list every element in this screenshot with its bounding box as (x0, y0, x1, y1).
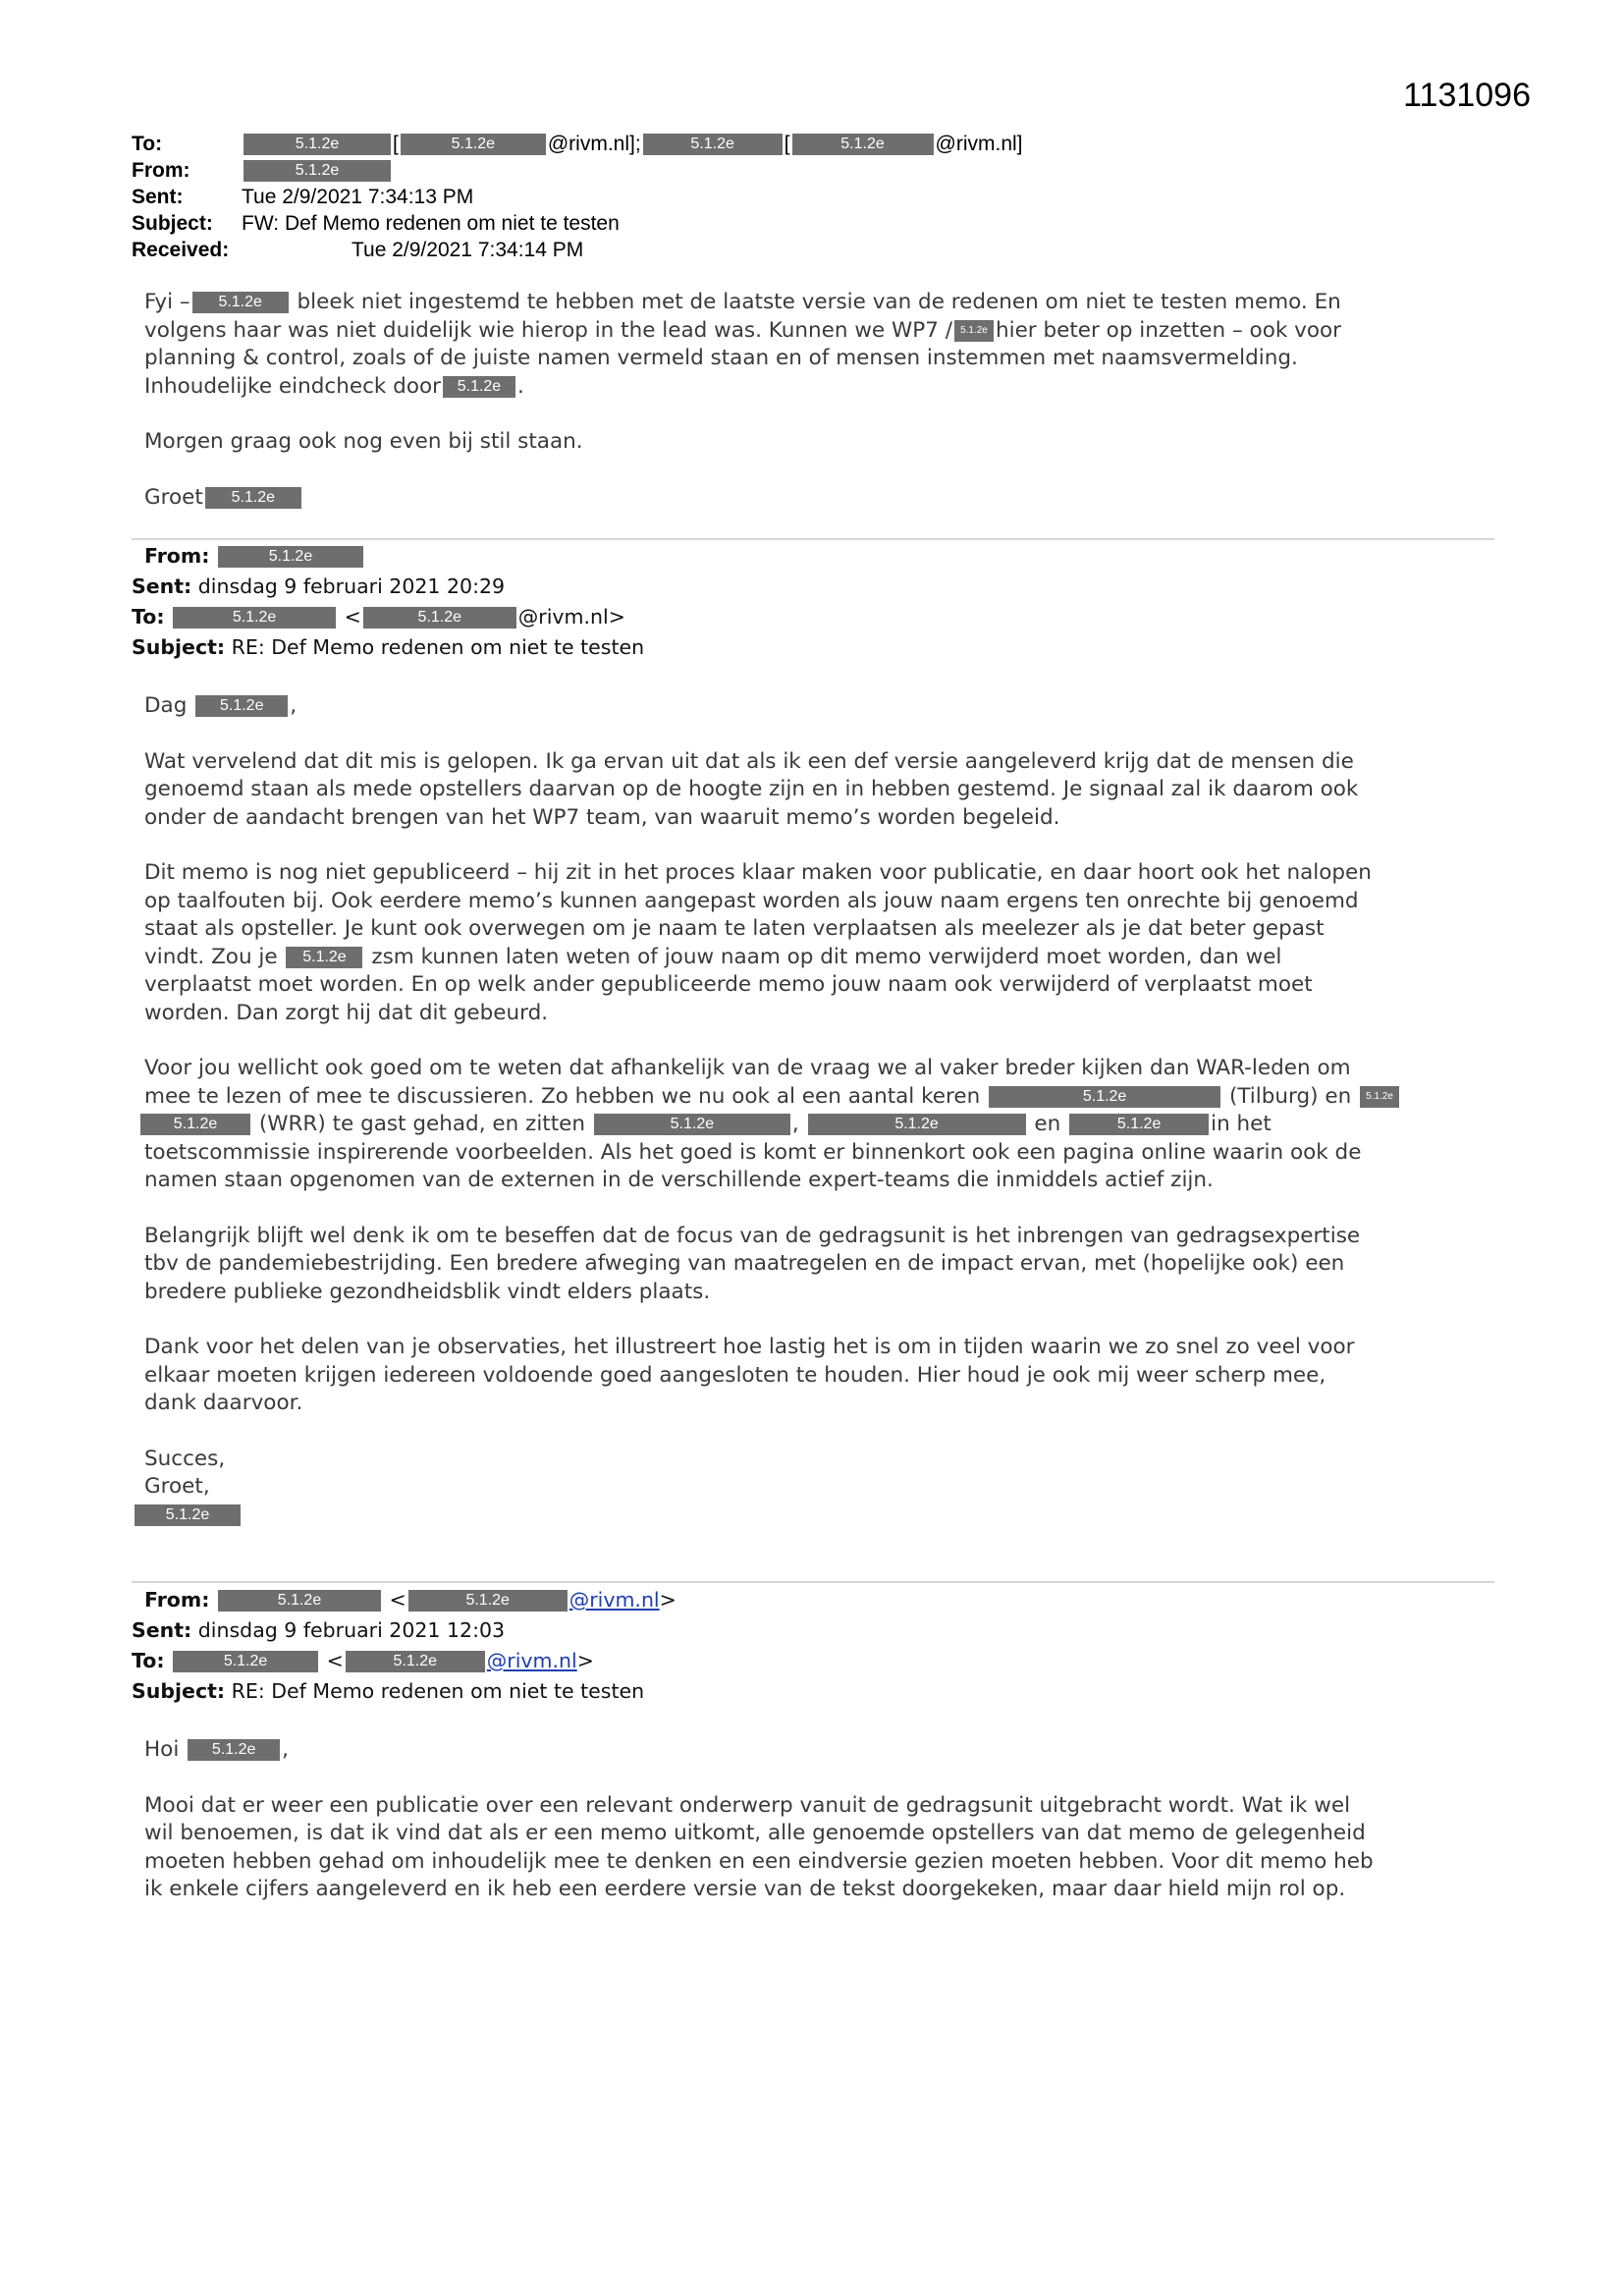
divider (132, 1581, 1494, 1583)
redaction: 5.1.2e (401, 134, 546, 155)
paragraph: Mooi dat er weer een publicatie over een relevant onderwerp vanuit de gedragsunit uitgebracht wordt. Wat ik wel wil benoemen, is dat ik vind dat als er een memo uitkomt, alle genoemde opstellers van dat memo de gelegenheid moeten hebben gehad om inhoudelijk mee te denken en een eindversie gezien moeten hebben. Voor dit memo heb ik enkele cijfers aangeleverd en ik heb een eerdere versie van de tekst doorgekeken, maar daar hield mijn rol op. (144, 1792, 1374, 1901)
redaction: 5.1.2e (808, 1114, 1026, 1135)
redaction: 5.1.2e (989, 1086, 1220, 1108)
header-from-row (132, 157, 1023, 184)
subject-value: FW: Def Memo redenen om niet te testen (242, 212, 620, 235)
redaction: 5.1.2e (363, 607, 516, 629)
paragraph: Belangrijk blijft wel denk ik om te beseffen dat de focus van de gedragsunit is het inbrengen van gedragsexpertise tbv de pandemiebestrijding. Een bredere afweging van maatregelen en de impact ervan, met (hopelijke ook) een bredere publieke gezondheidsblik vindt elders plaats. (144, 1223, 1361, 1304)
redaction: 5.1.2e (173, 607, 336, 629)
redaction: 5.1.2e (135, 1504, 241, 1526)
redaction: 5.1.2e (408, 1590, 568, 1612)
greeting: Groet 5.1.2e (144, 484, 1494, 513)
sent-label: Sent: (132, 186, 184, 208)
email-header (132, 131, 1023, 263)
paragraph: Morgen graag ook nog even bij stil staan. (144, 429, 583, 454)
email-domain: @rivm.nl]; (547, 133, 641, 155)
subject-label: Subject: (132, 212, 213, 235)
redaction: 5.1.2e (244, 160, 391, 182)
header-sent-row (132, 184, 1023, 210)
sent-value: Tue 2/9/2021 7:34:13 PM (242, 186, 474, 208)
header-subject-row (132, 210, 1023, 237)
redaction: 5.1.2e (594, 1114, 790, 1135)
redaction: 5.1.2e (195, 695, 288, 717)
email-domain: @rivm.nl] (935, 133, 1023, 155)
redaction: 5.1.2e (188, 1739, 280, 1761)
divider (132, 538, 1494, 540)
redaction: 5.1.2e (244, 134, 391, 155)
redaction: 5.1.2e (346, 1651, 485, 1672)
header-to-row: To: 5.1.2e [ 5.1.2e @rivm.nl]; 5.1.2e [ 5.1.2e @rivm.nl] (132, 133, 1023, 155)
paragraph: Fyi – 5.1.2e bleek niet ingestemd te hebben met de laatste versie van de redenen om niet te testen memo. En volgens haar was niet duidelijk wie hierop in the lead was. Kunnen we WP7 / 5.1.2e hier beter op inzetten – ook voor planning & control, zoals of de juiste namen vermeld staan en of mensen instemmen met naamsvermelding. Inhoudelijke eindcheck door 5.1.2e . (144, 290, 1342, 399)
received-label: Received: (132, 239, 230, 261)
email-1-body (144, 289, 1494, 539)
redaction: 5.1.2e (205, 487, 301, 509)
email-2-body (144, 692, 1494, 1529)
redaction: 5.1.2e (218, 1590, 381, 1612)
header-received-row (132, 237, 1023, 263)
redaction: 5.1.2e (140, 1114, 250, 1135)
paragraph: Wat vervelend dat dit mis is gelopen. Ik ga ervan uit dat als ik een def versie aangeleverd krijg dat de mensen die genoemd staan als mede opstellers daarvan op de hoogte zijn en in hebben gestemd. Je signaal zal ik daarom ook onder de aandacht brengen van het WP7 team, van waaruit memo’s worden begeleid. (144, 748, 1359, 830)
salutation: Hoi 5.1.2e , (144, 1737, 289, 1762)
email-3-body (144, 1736, 1494, 1932)
paragraph: Dank voor het delen van je observaties, het illustreert hoe lastig het is om in tijden waarin we zo snel zo veel voor elkaar moeten krijgen iedereen voldoende goed aangesloten te houden. Hier houd je ook mij weer scherp mee, dank daarvoor. (144, 1335, 1355, 1415)
email-link[interactable]: @rivm.nl (568, 1588, 660, 1612)
document-number: 1131096 (1403, 77, 1531, 114)
email-2-meta: From: 5.1.2e Sent: dinsdag 9 februari 2021 20:29 To: 5.1.2e < 5.1.2e @rivm.nl> Subject: RE: Def Memo redenen om niet te testen (132, 544, 645, 659)
redaction: 5.1.2e (792, 134, 934, 155)
paragraph: Voor jou wellicht ook goed om te weten dat afhankelijk van de vraag we al vaker breder kijken dan WAR-leden om mee te lezen of mee te discussieren. Zo hebben we nu ook al een aantal keren 5.1.2e (Tilburg) en 5.1.2e 5.1.2e (WRR) te gast gehad, en zitten 5.1.2e , 5.1.2e en 5.1.2e in het toetscommissie inspirerende voorbeelden. Als het goed is komt er binnenkort ook een pagina online waarin ook de namen staan opgenomen van de externen in de verschillende expert-teams die inmiddels actief zijn. (144, 1055, 1494, 1195)
redaction: 5.1.2e (192, 292, 289, 313)
redaction: 5.1.2e (286, 947, 362, 968)
closing: Succes, Groet, 5.1.2e (144, 1446, 1494, 1530)
redaction: 5.1.2e (173, 1651, 318, 1672)
redaction: 5.1.2e (1069, 1114, 1209, 1135)
redaction: 5.1.2e (443, 376, 515, 398)
received-value: Tue 2/9/2021 7:34:14 PM (352, 239, 584, 261)
email-3-meta: From: 5.1.2e < 5.1.2e @rivm.nl> Sent: dinsdag 9 februari 2021 12:03 To: 5.1.2e < 5.1.2e @rivm.nl> Subject: RE: Def Memo redenen om niet te testen (132, 1588, 677, 1703)
paragraph: Dit memo is nog niet gepubliceerd – hij zit in het proces klaar maken voor publicatie, en daar hoort ook het nalopen op taalfouten bij. Ook eerdere memo’s kunnen aangepast worden als jouw naam ergens ten onrechte bij genoemd staat als opsteller. Je kunt ook overwegen om je naam te laten verplaatsen als meelezer als je dat beter gepast vindt. Zou je 5.1.2e zsm kunnen laten weten of jouw naam op dit memo verwijderd moet worden, dan wel verplaatst moet worden. En op welk ander gepubliceerde memo jouw naam ook verwijderd of verplaatst moet worden. Dan zorgt hij dat dit gebeurd. (144, 860, 1372, 1025)
redaction: 5.1.2e (1360, 1086, 1399, 1108)
salutation: Dag 5.1.2e , (144, 693, 298, 718)
redaction: 5.1.2e (643, 134, 783, 155)
email-link[interactable]: @rivm.nl (486, 1649, 577, 1672)
redaction: 5.1.2e (218, 546, 363, 568)
redaction: 5.1.2e (954, 320, 994, 342)
to-label: To: (132, 133, 163, 155)
from-label: From: (132, 159, 190, 182)
